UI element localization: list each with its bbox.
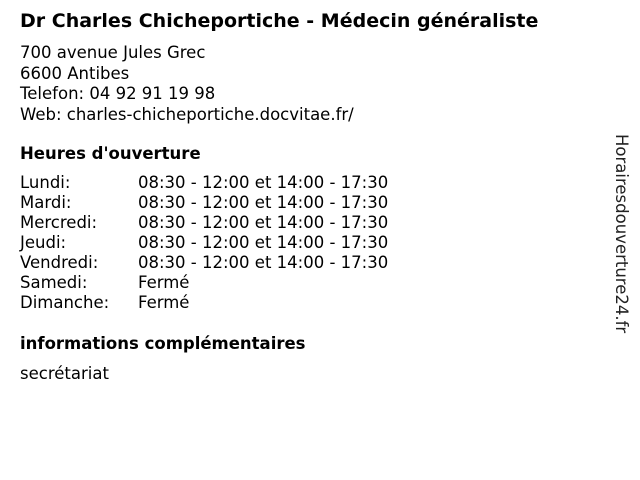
address-city: 6600 Antibes <box>20 63 130 83</box>
additional-info-text: secrétariat <box>20 364 109 383</box>
hours-time-value: 08:30 - 12:00 et 14:00 - 17:30 <box>138 213 389 232</box>
hours-time-value: 08:30 - 12:00 et 14:00 - 17:30 <box>138 253 389 272</box>
hours-day-label: Mercredi: <box>20 213 98 232</box>
additional-info-heading: informations complémentaires <box>20 334 306 353</box>
hours-time-value: 08:30 - 12:00 et 14:00 - 17:30 <box>138 173 389 192</box>
hours-day-label: Samedi: <box>20 273 88 292</box>
website-link: Web: charles-chicheportiche.docvitae.fr/ <box>20 104 354 124</box>
hours-time-value: 08:30 - 12:00 et 14:00 - 17:30 <box>138 193 389 212</box>
hours-day-label: Dimanche: <box>20 293 110 312</box>
hours-day-label: Jeudi: <box>20 233 67 252</box>
address-street: 700 avenue Jules Grec <box>20 43 206 62</box>
opening-hours-heading: Heures d'ouverture <box>20 144 201 163</box>
hours-time-value: Fermé <box>138 293 190 312</box>
page-title: Dr Charles Chicheportiche - Médecin généraliste <box>20 10 539 32</box>
hours-time-value: Fermé <box>138 273 190 292</box>
phone-number: Telefon: 04 92 91 19 98 <box>20 84 216 103</box>
hours-day-label: Lundi: <box>20 173 71 192</box>
hours-time-value: 08:30 - 12:00 et 14:00 - 17:30 <box>138 233 389 252</box>
watermark: Horairesdouverture24.fr <box>612 134 631 334</box>
address-block <box>20 43 354 125</box>
hours-day-label: Mardi: <box>20 193 72 212</box>
hours-day-label: Vendredi: <box>20 253 99 272</box>
